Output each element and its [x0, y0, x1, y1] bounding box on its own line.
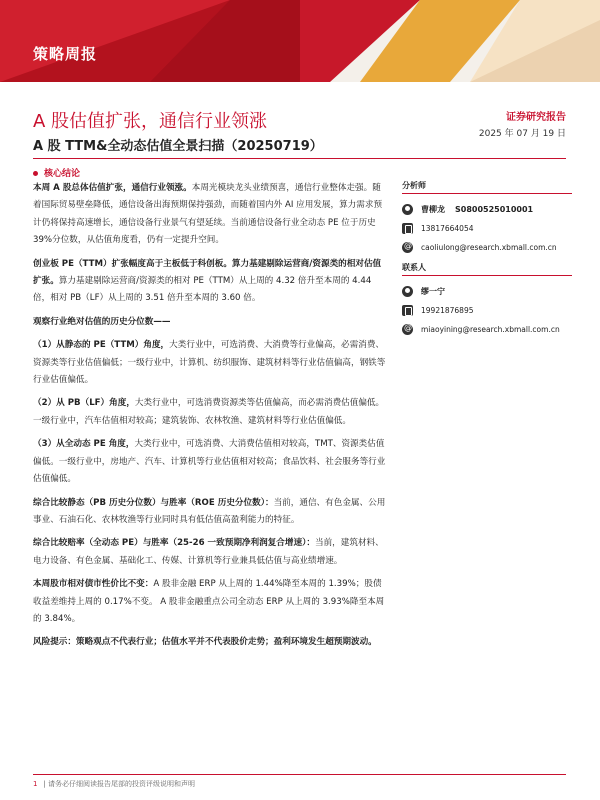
paragraph [33, 576, 386, 628]
report-title: A 股估值扩张，通信行业领涨 [33, 111, 268, 132]
bullet-icon [33, 171, 38, 176]
risk-note [33, 634, 386, 651]
observation-text: 大类行业中，可选消费、大消费估值相对较高，TMT、资源类估值偏低。一级行业中，房地产、汽车、计算机等行业估值相对较高；食品饮料、社会服务等行业估值偏低。 [33, 439, 386, 485]
paragraph [33, 535, 386, 570]
analyst-id: S0800525010001 [455, 205, 534, 214]
analyst-phone: 13817664054 [421, 224, 474, 233]
analyst-name-row [402, 200, 572, 219]
risk-note-text: 风险提示：策略观点不代表行业；估值水平并不代表股价走势；盈利环境发生超预期波动。 [33, 637, 377, 648]
paragraph-lead: 本周 A 股总体估值扩张，通信行业领涨。 [33, 183, 192, 193]
paragraph [33, 180, 386, 250]
paragraph [33, 256, 386, 308]
footer-disclaimer: | 请务必仔细阅读报告尾部的投资评级说明和声明 [43, 780, 196, 788]
footer-divider [33, 774, 566, 775]
report-subtitle: A 股 TTM&全动态估值全景扫描（20250719） [33, 139, 323, 154]
observation-item [33, 395, 386, 430]
analyst-heading: 分析师 [402, 180, 572, 194]
paragraph-lead: 创业板 PE（TTM）扩张幅度高于主板低于科创板。算力基建剔除运营商/资源类的相对估值扩张。 [33, 258, 382, 287]
observation-text: 大类行业中，可选消费资源类等估值偏高，而必需消费估值偏低。一级行业中，汽车估值相对较高；建筑装饰、农林牧渔、建筑材料等行业估值偏低。 [33, 398, 385, 426]
contact-name-row [402, 282, 572, 301]
paragraph-text: 本周光模块龙头业绩预喜，通信行业整体走强。随着国际贸易壁垒降低，通信设备出海预期保持强劲，而随着国内外 AI 应用发展，算力需求预计仍将保持高速增长，通信设备行业景气有望延续。当前通信设备行业全动态 PE 位于历史 39%分位数，从估值角度看，仍有一定提升空间。 [33, 183, 383, 246]
contact-phone-row [402, 301, 572, 320]
contact-phone: 19921876895 [421, 306, 474, 315]
analyst-phone-row [402, 219, 572, 238]
analyst-email-row [402, 238, 572, 257]
observation-heading: 观察行业绝对估值的历史分位数—— [33, 316, 171, 327]
page-number: 1 [33, 780, 38, 788]
paragraph-text: 当前，建筑材料、电力设备、有色金属、基础化工、传媒、计算机等行业兼具低估值与高业绩增速。 [33, 538, 384, 566]
paragraph-text: 当前，通信、有色金属、公用事业、石油石化、农林牧渔等行业同时具有低估值高盈利能力的特征。 [33, 497, 386, 525]
banner-graphic [0, 0, 600, 82]
footer [33, 779, 195, 789]
observation-item [33, 337, 386, 389]
email-icon [402, 324, 413, 335]
paragraph [33, 495, 386, 530]
observation-lead: （3）从全动态 PE 角度， [33, 439, 135, 450]
main-content [33, 180, 386, 658]
observation-text: 大类行业中，可选消费、大消费等行业偏高，必需消费、资源类等行业估值偏低；一级行业中，计算机、纺织服饰、建筑材料等行业估值偏高，钢铁等行业估值偏低。 [33, 340, 386, 386]
paragraph-lead: 综合比较赔率（全动态 PE）与胜率（25-26 一致预期净利润复合增速）： [33, 538, 315, 549]
email-icon [402, 242, 413, 253]
contact-email[interactable]: miaoyining@research.xbmall.com.cn [421, 325, 560, 334]
observation-item [33, 436, 386, 488]
section-label [33, 166, 80, 179]
analyst-name: 曹柳龙 [421, 205, 445, 214]
sidebar [402, 180, 572, 339]
divider [33, 158, 566, 159]
contact-name: 缪一宁 [421, 287, 445, 296]
observation-lead: （2）从 PB（LF）角度， [33, 398, 135, 409]
section-label-text: 核心结论 [44, 169, 81, 179]
person-icon [402, 286, 413, 297]
paragraph-text: A 股非金融 ERP 从上周的 1.44%降至本周的 1.39%；股债收益差维持上周的 0.17%不变。 A 股非金融重点公司全动态 ERP 从上周的 3.93%降至本周的 3.84%。 [33, 579, 385, 624]
header-banner [0, 0, 600, 82]
paragraph-lead: 本周股市相对债市性价比不变： [33, 579, 154, 590]
analyst-email[interactable]: caoliulong@research.xbmall.com.cn [421, 243, 557, 252]
person-icon [402, 204, 413, 215]
paragraph-text: 算力基建剔除运营商/资源类的相对 PE（TTM）从上周的 4.32 倍升至本周的 4.44 倍，相对 PB（LF）从上周的 3.51 倍升至本周的 3.60 倍。 [33, 276, 372, 304]
observation-lead: （1）从静态的 PE（TTM）角度， [33, 340, 170, 351]
phone-icon [402, 305, 413, 316]
contact-email-row [402, 320, 572, 339]
phone-icon [402, 223, 413, 234]
report-type: 证券研究报告 [506, 112, 566, 123]
paragraph-lead: 综合比较静态（PB 历史分位数）与胜率（ROE 历史分位数）： [33, 497, 274, 508]
contact-heading: 联系人 [402, 262, 572, 276]
report-date: 2025 年 07 月 19 日 [478, 129, 566, 139]
brand-label: 策略周报 [33, 45, 98, 63]
